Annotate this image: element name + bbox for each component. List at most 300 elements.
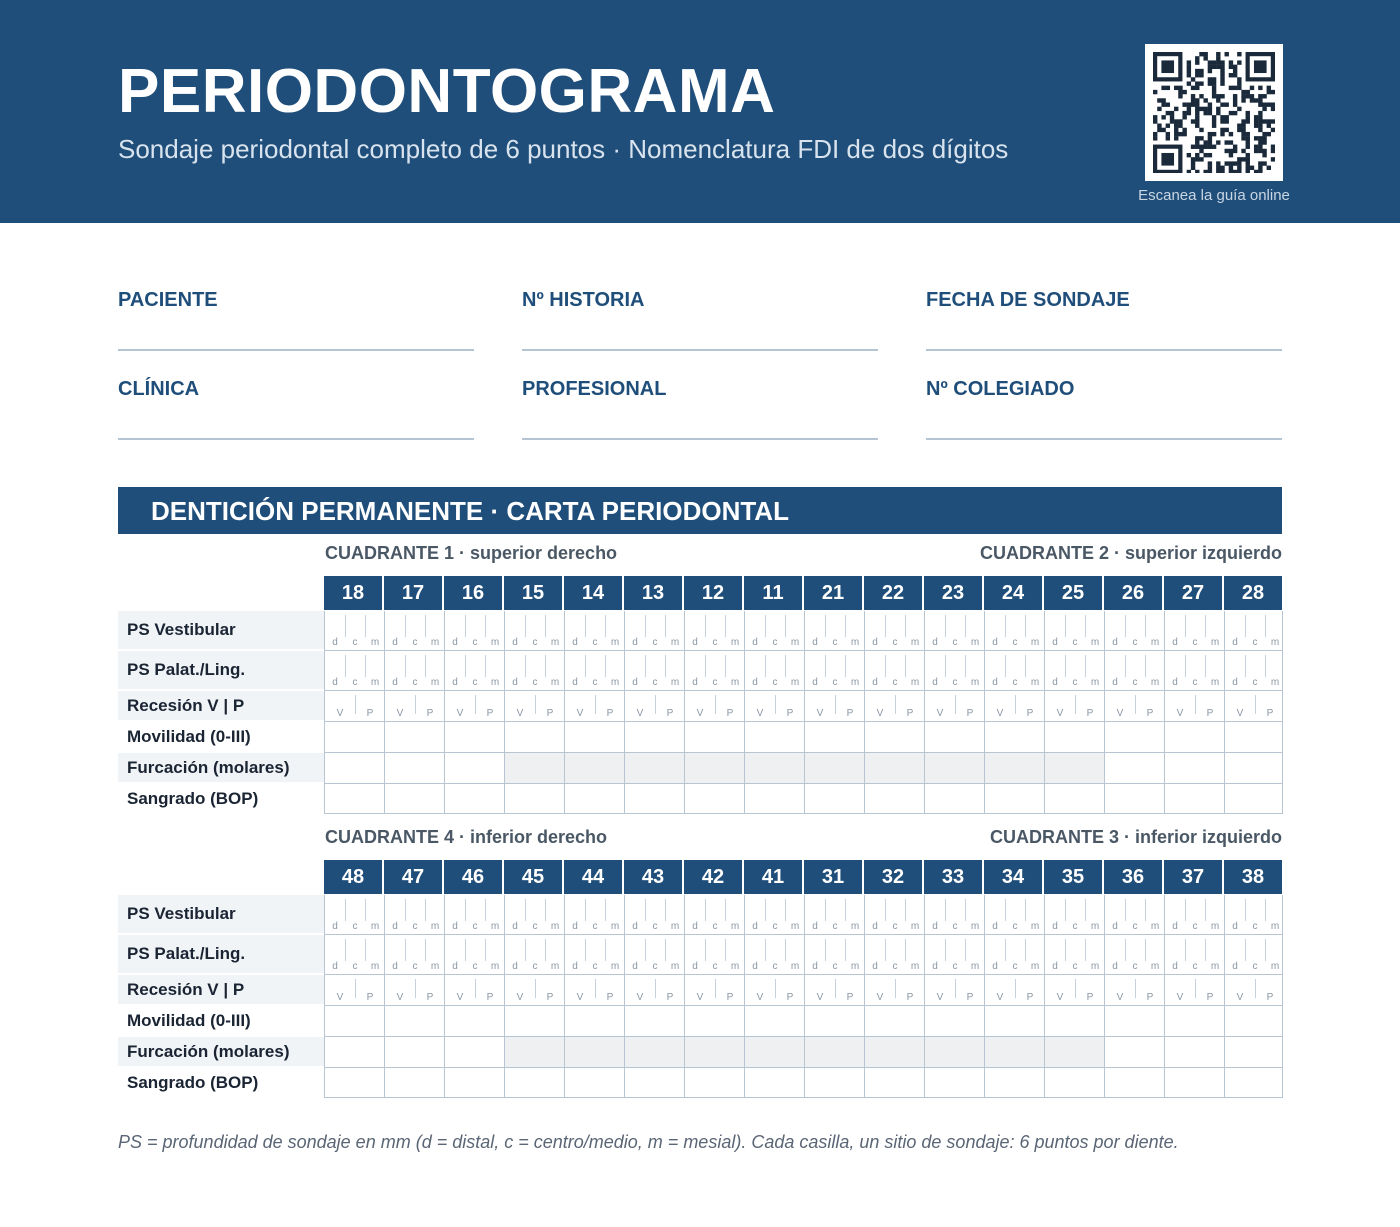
cell-furcation[interactable] [1225,1037,1283,1067]
cell-mobility[interactable] [745,722,805,752]
cell-recession[interactable] [1105,691,1165,721]
cell-ps-vestibular[interactable] [1225,895,1283,934]
cell-ps-vestibular[interactable] [985,611,1045,650]
qr-module [1220,132,1224,136]
cell-bleeding[interactable] [745,784,805,813]
cell-ps-palatal-lingual[interactable] [505,935,565,974]
cell-ps-palatal-lingual[interactable] [985,935,1045,974]
cell-ps-vestibular[interactable] [1045,611,1105,650]
site-label: d [392,677,398,688]
cell-bleeding[interactable] [1225,784,1283,813]
cell-ps-palatal-lingual[interactable] [1105,651,1165,690]
tooth-number: 45 [504,860,562,894]
record-number-field[interactable] [522,289,878,351]
cell-ps-vestibular[interactable] [925,611,985,650]
cell-recession[interactable] [985,975,1045,1005]
recession-label: P [906,708,914,719]
cell-furcation[interactable] [685,1037,745,1067]
cell-ps-palatal-lingual[interactable] [445,651,505,690]
site-label: c [892,961,898,972]
cell-recession[interactable] [805,975,865,1005]
cell-ps-palatal-lingual[interactable] [805,651,865,690]
cell-recession[interactable] [865,975,925,1005]
cell-bleeding[interactable] [1165,1068,1225,1097]
cell-mobility[interactable] [505,722,565,752]
cell-ps-vestibular[interactable] [985,895,1045,934]
grid-row-recession [325,975,1283,1006]
probing-date-field[interactable] [926,289,1282,351]
cell-recession[interactable] [505,691,565,721]
cell-ps-palatal-lingual[interactable] [1165,935,1225,974]
cell-recession[interactable] [685,691,745,721]
cell-recession[interactable] [985,691,1045,721]
cell-ps-palatal-lingual[interactable] [1225,935,1283,974]
cell-furcation[interactable] [445,753,505,783]
cell-ps-palatal-lingual[interactable] [1045,651,1105,690]
qr-module [1216,161,1220,165]
site-divider [355,979,356,998]
cell-recession[interactable] [625,975,685,1005]
cell-furcation[interactable] [865,1037,925,1067]
cell-recession[interactable] [925,691,985,721]
cell-furcation[interactable] [685,753,745,783]
recession-label: V [576,992,584,1003]
site-label: m [430,637,440,648]
tooth-number: 28 [1224,576,1282,610]
cell-ps-palatal-lingual[interactable] [565,651,625,690]
site-label: d [692,677,698,688]
cell-mobility[interactable] [625,1006,685,1036]
cell-furcation[interactable] [985,1037,1045,1067]
cell-mobility[interactable] [565,1006,625,1036]
qr-module [1212,132,1216,136]
cell-recession[interactable] [565,975,625,1005]
qr-module [1216,166,1220,170]
tooth-number: 15 [504,576,562,610]
site-divider [845,615,846,637]
cell-recession[interactable] [865,691,925,721]
cell-ps-vestibular[interactable] [505,895,565,934]
qr-module [1262,119,1266,123]
tooth-number: 26 [1104,576,1162,610]
cell-bleeding[interactable] [1165,784,1225,813]
qr-module [1178,86,1182,90]
cell-mobility[interactable] [805,722,865,752]
cell-bleeding[interactable] [565,1068,625,1097]
cell-ps-palatal-lingual[interactable] [505,651,565,690]
qr-module [1225,119,1229,123]
qr-caption: Escanea la guía online [1138,187,1290,204]
professional-field[interactable] [522,378,878,440]
site-label: c [412,677,418,688]
qr-module [1237,86,1241,90]
cell-mobility[interactable] [925,1006,985,1036]
cell-ps-palatal-lingual[interactable] [565,935,625,974]
qr-module [1191,145,1195,149]
cell-ps-vestibular[interactable] [505,611,565,650]
quadrant-number: CUADRANTE 2 [979,543,1109,563]
grid-row-ps-vestibular [325,895,1283,935]
cell-ps-palatal-lingual[interactable] [325,935,385,974]
cell-ps-palatal-lingual[interactable] [685,935,745,974]
site-divider [965,655,966,677]
cell-bleeding[interactable] [445,784,505,813]
cell-recession[interactable] [805,691,865,721]
qr-module [1254,98,1258,102]
cell-ps-vestibular[interactable] [565,895,625,934]
cell-ps-vestibular[interactable] [805,611,865,650]
cell-bleeding[interactable] [865,1068,925,1097]
qr-module [1271,157,1275,161]
cell-furcation[interactable] [1165,1037,1225,1067]
qr-module [1208,170,1212,173]
site-label: m [1270,921,1280,932]
cell-furcation[interactable] [1045,1037,1105,1067]
site-divider [715,979,716,998]
cell-ps-palatal-lingual[interactable] [625,935,685,974]
cell-ps-palatal-lingual[interactable] [385,651,445,690]
site-label: c [952,677,958,688]
cell-recession[interactable] [445,691,505,721]
cell-bleeding[interactable] [805,1068,865,1097]
site-label: c [1192,637,1198,648]
qr-module [1258,161,1262,165]
cell-bleeding[interactable] [1045,784,1105,813]
cell-ps-palatal-lingual[interactable] [1105,935,1165,974]
cell-ps-vestibular[interactable] [445,611,505,650]
cell-recession[interactable] [1105,975,1165,1005]
quadrant-description: · inferior derecho [454,827,608,847]
qr-module [1187,107,1191,111]
qr-module [1271,128,1275,132]
cell-furcation[interactable] [1105,1037,1165,1067]
cell-ps-palatal-lingual[interactable] [925,935,985,974]
cell-ps-vestibular[interactable] [325,895,385,934]
cell-ps-vestibular[interactable] [325,611,385,650]
qr-module [1208,136,1212,140]
cell-mobility[interactable] [445,1006,505,1036]
qr-module [1241,132,1245,136]
cell-bleeding[interactable] [865,784,925,813]
cell-furcation[interactable] [565,1037,625,1067]
cell-bleeding[interactable] [925,1068,985,1097]
cell-ps-vestibular[interactable] [925,895,985,934]
cell-ps-vestibular[interactable] [1105,611,1165,650]
cell-mobility[interactable] [445,722,505,752]
cell-furcation[interactable] [385,753,445,783]
qr-module [1233,161,1237,165]
cell-ps-vestibular[interactable] [385,611,445,650]
qr-module [1199,149,1203,153]
site-divider [1025,655,1026,677]
cell-bleeding[interactable] [1045,1068,1105,1097]
cell-recession[interactable] [1225,691,1283,721]
site-divider [645,615,646,637]
site-divider [585,615,586,637]
cell-ps-palatal-lingual[interactable] [445,935,505,974]
qr-module [1199,69,1203,73]
cell-recession[interactable] [1165,691,1225,721]
cell-mobility[interactable] [325,722,385,752]
cell-recession[interactable] [685,975,745,1005]
cell-ps-palatal-lingual[interactable] [1225,651,1283,690]
cell-bleeding[interactable] [805,784,865,813]
cell-ps-palatal-lingual[interactable] [865,651,925,690]
cell-bleeding[interactable] [685,1068,745,1097]
site-divider [1145,899,1146,921]
license-number-field[interactable] [926,378,1282,440]
cell-ps-palatal-lingual[interactable] [985,651,1045,690]
qr-module [1237,166,1241,170]
cell-ps-vestibular[interactable] [865,895,925,934]
cell-recession[interactable] [325,975,385,1005]
cell-mobility[interactable] [325,1006,385,1036]
cell-ps-palatal-lingual[interactable] [325,651,385,690]
cell-furcation[interactable] [505,1037,565,1067]
qr-module [1258,166,1262,170]
cell-mobility[interactable] [385,1006,445,1036]
site-divider [1065,939,1066,961]
cell-recession[interactable] [445,975,505,1005]
qr-module [1161,128,1165,132]
qr-module [1187,102,1191,106]
cell-ps-vestibular[interactable] [745,611,805,650]
site-label: m [970,961,980,972]
cell-mobility[interactable] [1045,722,1105,752]
cell-ps-palatal-lingual[interactable] [1165,651,1225,690]
cell-bleeding[interactable] [505,1068,565,1097]
qr-module [1195,119,1199,123]
site-divider [1085,615,1086,637]
site-label: c [1252,637,1258,648]
site-divider [1085,655,1086,677]
cell-furcation[interactable] [565,753,625,783]
cell-furcation[interactable] [985,753,1045,783]
cell-bleeding[interactable] [625,784,685,813]
cell-ps-vestibular[interactable] [1225,611,1283,650]
recession-label: P [1146,708,1154,719]
cell-furcation[interactable] [445,1037,505,1067]
cell-bleeding[interactable] [445,1068,505,1097]
cell-recession[interactable] [505,975,565,1005]
qr-module [1216,140,1220,144]
cell-ps-palatal-lingual[interactable] [745,935,805,974]
cell-mobility[interactable] [865,1006,925,1036]
recession-label: P [726,708,734,719]
cell-furcation[interactable] [1225,753,1283,783]
recession-label: V [696,708,704,719]
cell-furcation[interactable] [325,1037,385,1067]
site-divider [1255,695,1256,714]
cell-bleeding[interactable] [985,784,1045,813]
cell-mobility[interactable] [1105,722,1165,752]
qr-module [1191,94,1195,98]
cell-ps-vestibular[interactable] [685,895,745,934]
cell-mobility[interactable] [745,1006,805,1036]
site-label: d [812,677,818,688]
qr-module [1229,153,1233,157]
cell-recession[interactable] [325,691,385,721]
site-divider [965,615,966,637]
cell-mobility[interactable] [865,722,925,752]
cell-ps-vestibular[interactable] [385,895,445,934]
cell-recession[interactable] [745,975,805,1005]
qr-module [1254,149,1258,153]
qr-module [1182,132,1186,136]
cell-ps-vestibular[interactable] [745,895,805,934]
qr-module [1258,111,1262,115]
cell-recession[interactable] [745,691,805,721]
cell-bleeding[interactable] [325,784,385,813]
site-divider [1085,939,1086,961]
cell-furcation[interactable] [505,753,565,783]
cell-ps-vestibular[interactable] [1105,895,1165,934]
cell-bleeding[interactable] [385,784,445,813]
recession-label: V [816,992,824,1003]
cell-ps-vestibular[interactable] [685,611,745,650]
qr-module [1195,98,1199,102]
cell-furcation[interactable] [925,1037,985,1067]
cell-mobility[interactable] [565,722,625,752]
cell-bleeding[interactable] [685,784,745,813]
cell-ps-vestibular[interactable] [625,895,685,934]
cell-recession[interactable] [1045,691,1105,721]
qr-module [1225,102,1229,106]
cell-ps-vestibular[interactable] [625,611,685,650]
site-divider [345,615,346,637]
cell-recession[interactable] [1045,975,1105,1005]
qr-module [1178,119,1182,123]
cell-furcation[interactable] [745,753,805,783]
cell-recession[interactable] [385,691,445,721]
cell-ps-palatal-lingual[interactable] [385,935,445,974]
site-label: d [872,677,878,688]
cell-furcation[interactable] [805,753,865,783]
cell-bleeding[interactable] [1225,1068,1283,1097]
cell-ps-palatal-lingual[interactable] [925,651,985,690]
cell-bleeding[interactable] [625,1068,685,1097]
row-label-ps-palatal-lingual: PS Palat./Ling. [127,944,246,963]
qr-module [1203,56,1207,60]
site-label: d [992,961,998,972]
cell-mobility[interactable] [1105,1006,1165,1036]
qr-module [1191,102,1195,106]
site-label: c [1012,961,1018,972]
site-label: c [772,961,778,972]
cell-ps-vestibular[interactable] [445,895,505,934]
clinic-field[interactable] [118,378,474,440]
patient-field[interactable] [118,289,474,351]
cell-furcation[interactable] [865,753,925,783]
site-divider [1125,939,1126,961]
tooth-number: 11 [744,576,802,610]
site-label: c [472,677,478,688]
site-divider [665,939,666,961]
cell-furcation[interactable] [625,1037,685,1067]
qr-module [1233,145,1237,149]
cell-ps-vestibular[interactable] [1045,895,1105,934]
cell-recession[interactable] [625,691,685,721]
cell-bleeding[interactable] [925,784,985,813]
cell-furcation[interactable] [1105,753,1165,783]
cell-ps-vestibular[interactable] [1165,895,1225,934]
cell-furcation[interactable] [805,1037,865,1067]
recession-label: V [1176,992,1184,1003]
cell-mobility[interactable] [505,1006,565,1036]
cell-furcation[interactable] [625,753,685,783]
cell-mobility[interactable] [985,1006,1045,1036]
cell-bleeding[interactable] [385,1068,445,1097]
qr-module [1170,111,1174,115]
cell-mobility[interactable] [625,722,685,752]
cell-furcation[interactable] [1045,753,1105,783]
cell-ps-palatal-lingual[interactable] [805,935,865,974]
site-divider [785,655,786,677]
cell-bleeding[interactable] [985,1068,1045,1097]
qr-code-icon[interactable] [1145,44,1283,181]
cell-mobility[interactable] [1165,1006,1225,1036]
cell-furcation[interactable] [925,753,985,783]
qr-module [1203,111,1207,115]
cell-ps-palatal-lingual[interactable] [1045,935,1105,974]
qr-module [1208,140,1212,144]
cell-ps-palatal-lingual[interactable] [685,651,745,690]
cell-furcation[interactable] [325,753,385,783]
cell-bleeding[interactable] [565,784,625,813]
cell-ps-palatal-lingual[interactable] [865,935,925,974]
cell-mobility[interactable] [685,1006,745,1036]
cell-mobility[interactable] [685,722,745,752]
site-divider [825,615,826,637]
cell-bleeding[interactable] [325,1068,385,1097]
site-label: m [790,961,800,972]
site-label: d [812,961,818,972]
cell-ps-palatal-lingual[interactable] [745,651,805,690]
site-label: d [992,677,998,688]
cell-recession[interactable] [1165,975,1225,1005]
cell-recession[interactable] [925,975,985,1005]
cell-mobility[interactable] [1225,722,1283,752]
cell-furcation[interactable] [385,1037,445,1067]
cell-ps-vestibular[interactable] [1165,611,1225,650]
cell-bleeding[interactable] [745,1068,805,1097]
cell-furcation[interactable] [745,1037,805,1067]
qr-module [1199,128,1203,132]
cell-ps-vestibular[interactable] [565,611,625,650]
cell-bleeding[interactable] [505,784,565,813]
cell-bleeding[interactable] [1105,784,1165,813]
qr-module [1191,77,1195,81]
qr-module [1225,115,1229,119]
cell-ps-palatal-lingual[interactable] [625,651,685,690]
cell-mobility[interactable] [1045,1006,1105,1036]
cell-mobility[interactable] [385,722,445,752]
cell-mobility[interactable] [925,722,985,752]
cell-ps-vestibular[interactable] [865,611,925,650]
cell-bleeding[interactable] [1105,1068,1165,1097]
site-label: c [532,637,538,648]
cell-furcation[interactable] [1165,753,1225,783]
cell-recession[interactable] [565,691,625,721]
cell-recession[interactable] [385,975,445,1005]
site-divider [585,939,586,961]
cell-mobility[interactable] [805,1006,865,1036]
cell-mobility[interactable] [1225,1006,1283,1036]
cell-ps-vestibular[interactable] [805,895,865,934]
cell-mobility[interactable] [985,722,1045,752]
cell-recession[interactable] [1225,975,1283,1005]
cell-mobility[interactable] [1165,722,1225,752]
